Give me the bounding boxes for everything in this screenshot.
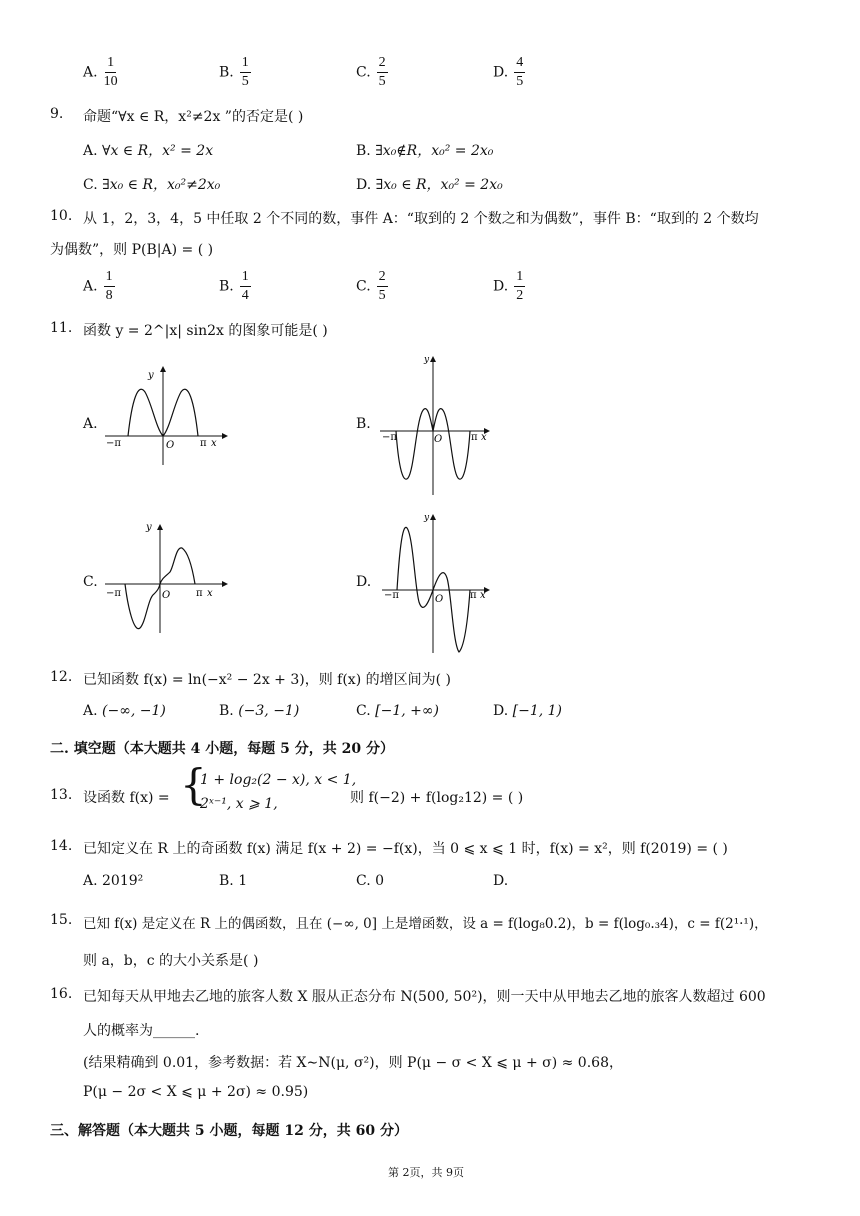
q11-option-d-label: D. bbox=[356, 574, 372, 590]
q11-option-c-label: C. bbox=[83, 574, 98, 590]
section-3-title: 三、解答题（本大题共 5 小题，每题 12 分，共 60 分） bbox=[50, 1123, 408, 1139]
q13-case1: 1 + log₂(2 − x), x < 1, bbox=[200, 772, 357, 788]
q9-option-b: B. ∃x₀∉R，x₀² = 2x₀ bbox=[356, 143, 494, 159]
pi-label: π bbox=[200, 438, 207, 449]
q16-line2: 人的概率为______. bbox=[83, 1023, 200, 1039]
q12-stem: 已知函数 f(x) = ln(−x² − 2x + 3)，则 f(x) 的增区间为( ) bbox=[83, 672, 451, 688]
q11-option-a-label: A. bbox=[83, 416, 98, 432]
q15-line1: 已知 f(x) 是定义在 R 上的偶函数，且在 (−∞, 0] 上是增函数，设 a = f(log₈0.2)，b = f(log₀.₃4)，c = f(2¹·¹)， bbox=[83, 916, 768, 932]
q15-number: 15. bbox=[50, 912, 73, 928]
fraction: $\frac{2}{5}$ bbox=[378, 55, 386, 89]
graph-b bbox=[378, 350, 493, 500]
pi-label: π bbox=[470, 590, 477, 601]
origin-label: O bbox=[435, 594, 444, 605]
q13-suffix: 则 f(−2) + f(log₂12) = ( ) bbox=[350, 790, 524, 806]
q9-option-d: D. ∃x₀ ∈ R，x₀² = 2x₀ bbox=[356, 177, 503, 193]
q16-number: 16. bbox=[50, 986, 73, 1002]
q8-option-d: D. $\frac{4}{5}$ bbox=[493, 55, 524, 89]
x-arrow-icon bbox=[222, 433, 228, 439]
neg-pi-label: −π bbox=[106, 438, 121, 449]
fraction: $\frac{4}{5}$ bbox=[516, 55, 524, 89]
fraction: $\frac{1}{10}$ bbox=[103, 55, 118, 89]
q16-line1: 已知每天从甲地去乙地的旅客人数 X 服从正态分布 N(500, 50²)，则一天中从甲地去乙地的旅客人数超过 600 bbox=[83, 989, 766, 1005]
fraction: $\frac{1}{8}$ bbox=[105, 269, 113, 303]
y-label: y bbox=[148, 370, 154, 381]
q10-option-c: C. $\frac{2}{5}$ bbox=[356, 269, 386, 303]
y-arrow-icon bbox=[160, 366, 166, 372]
fraction: $\frac{1}{5}$ bbox=[241, 55, 249, 89]
page-footer: 第 2页，共 9页 bbox=[388, 1166, 464, 1179]
neg-pi-label: −π bbox=[106, 588, 121, 599]
q11-number: 11. bbox=[50, 320, 73, 336]
q9-stem: 命题“∀x ∈ R，x²≠2x ”的否定是( ) bbox=[83, 109, 304, 125]
origin-label: O bbox=[166, 440, 175, 451]
q11-option-b-label: B. bbox=[356, 416, 371, 432]
pi-label: π bbox=[471, 432, 478, 443]
fraction: $\frac{1}{2}$ bbox=[516, 269, 524, 303]
q8-option-c: C. $\frac{2}{5}$ bbox=[356, 55, 386, 89]
q12-option-c: C. [−1, +∞) bbox=[356, 703, 439, 719]
q10-stem-line1: 从 1，2，3，4，5 中任取 2 个不同的数，事件 A：“取到的 2 个数之和为偶数”，事件 B：“取到的 2 个数均 bbox=[83, 211, 759, 227]
q8-option-a: A. $\frac{1}{10}$ bbox=[83, 55, 118, 89]
y-label: y bbox=[424, 355, 430, 365]
q14-option-d: D. bbox=[493, 873, 509, 889]
fraction: $\frac{2}{5}$ bbox=[378, 269, 386, 303]
q10-stem-line2: 为偶数”，则 P(B|A) = ( ) bbox=[50, 242, 214, 258]
q12-number: 12. bbox=[50, 669, 73, 685]
y-arrow-icon bbox=[430, 356, 436, 362]
q13-case2: 2ˣ⁻¹, x ⩾ 1, bbox=[200, 796, 278, 812]
q12-option-b: B. (−3, −1) bbox=[219, 703, 300, 719]
q16-line4: P(μ − 2σ < X ⩽ μ + 2σ) ≈ 0.95) bbox=[83, 1084, 309, 1100]
x-label: x bbox=[211, 438, 217, 449]
q9-option-a: A. ∀x ∈ R，x² = 2x bbox=[83, 143, 214, 159]
y-arrow-icon bbox=[157, 524, 163, 530]
q15-line2: 则 a，b，c 的大小关系是( ) bbox=[83, 953, 259, 969]
q14-option-a: A. 2019² bbox=[83, 873, 144, 889]
origin-label: O bbox=[162, 590, 171, 601]
neg-pi-label: −π bbox=[382, 432, 397, 443]
pi-label: π bbox=[196, 588, 203, 599]
graph-a bbox=[100, 360, 230, 470]
q16-line3: (结果精确到 0.01，参考数据：若 X∼N(μ, σ²)，则 P(μ − σ < X ⩽ μ + σ) ≈ 0.68， bbox=[83, 1055, 623, 1071]
q13-prefix: 设函数 f(x) = bbox=[83, 790, 170, 806]
q10-number: 10. bbox=[50, 208, 73, 224]
q9-option-c: C. ∃x₀ ∈ R，x₀²≠2x₀ bbox=[83, 177, 221, 193]
q10-option-b: B. $\frac{1}{4}$ bbox=[219, 269, 249, 303]
x-arrow-icon bbox=[222, 581, 228, 587]
graph-c bbox=[100, 518, 230, 638]
graph-d bbox=[380, 508, 495, 656]
x-label: x bbox=[207, 588, 213, 599]
y-label: y bbox=[424, 513, 430, 523]
q14-number: 14. bbox=[50, 838, 73, 854]
q13-number: 13. bbox=[50, 787, 73, 803]
origin-label: O bbox=[434, 434, 443, 445]
q14-option-b: B. 1 bbox=[219, 873, 248, 889]
neg-pi-label: −π bbox=[384, 590, 399, 601]
q10-option-d: D. $\frac{1}{2}$ bbox=[493, 269, 524, 303]
q8-option-b: B. $\frac{1}{5}$ bbox=[219, 55, 249, 89]
q12-option-a: A. (−∞, −1) bbox=[83, 703, 166, 719]
q14-stem: 已知定义在 R 上的奇函数 f(x) 满足 f(x + 2) = −f(x)，当 0 ⩽ x ⩽ 1 时，f(x) = x²，则 f(2019) = ( ) bbox=[83, 841, 728, 857]
y-label: y bbox=[146, 522, 152, 533]
q11-stem: 函数 y = 2^|x| sin2x 的图象可能是( ) bbox=[83, 323, 328, 339]
x-label: x bbox=[481, 432, 487, 443]
section-2-title: 二. 填空题（本大题共 4 小题，每题 5 分，共 20 分） bbox=[50, 741, 394, 757]
q10-option-a: A. $\frac{1}{8}$ bbox=[83, 269, 113, 303]
y-arrow-icon bbox=[430, 514, 436, 520]
fraction: $\frac{1}{4}$ bbox=[241, 269, 249, 303]
q14-option-c: C. 0 bbox=[356, 873, 385, 889]
left-brace-icon: { bbox=[180, 760, 207, 809]
q12-option-d: D. [−1, 1) bbox=[493, 703, 563, 719]
x-label: x bbox=[480, 590, 486, 601]
q9-number: 9. bbox=[50, 106, 64, 122]
